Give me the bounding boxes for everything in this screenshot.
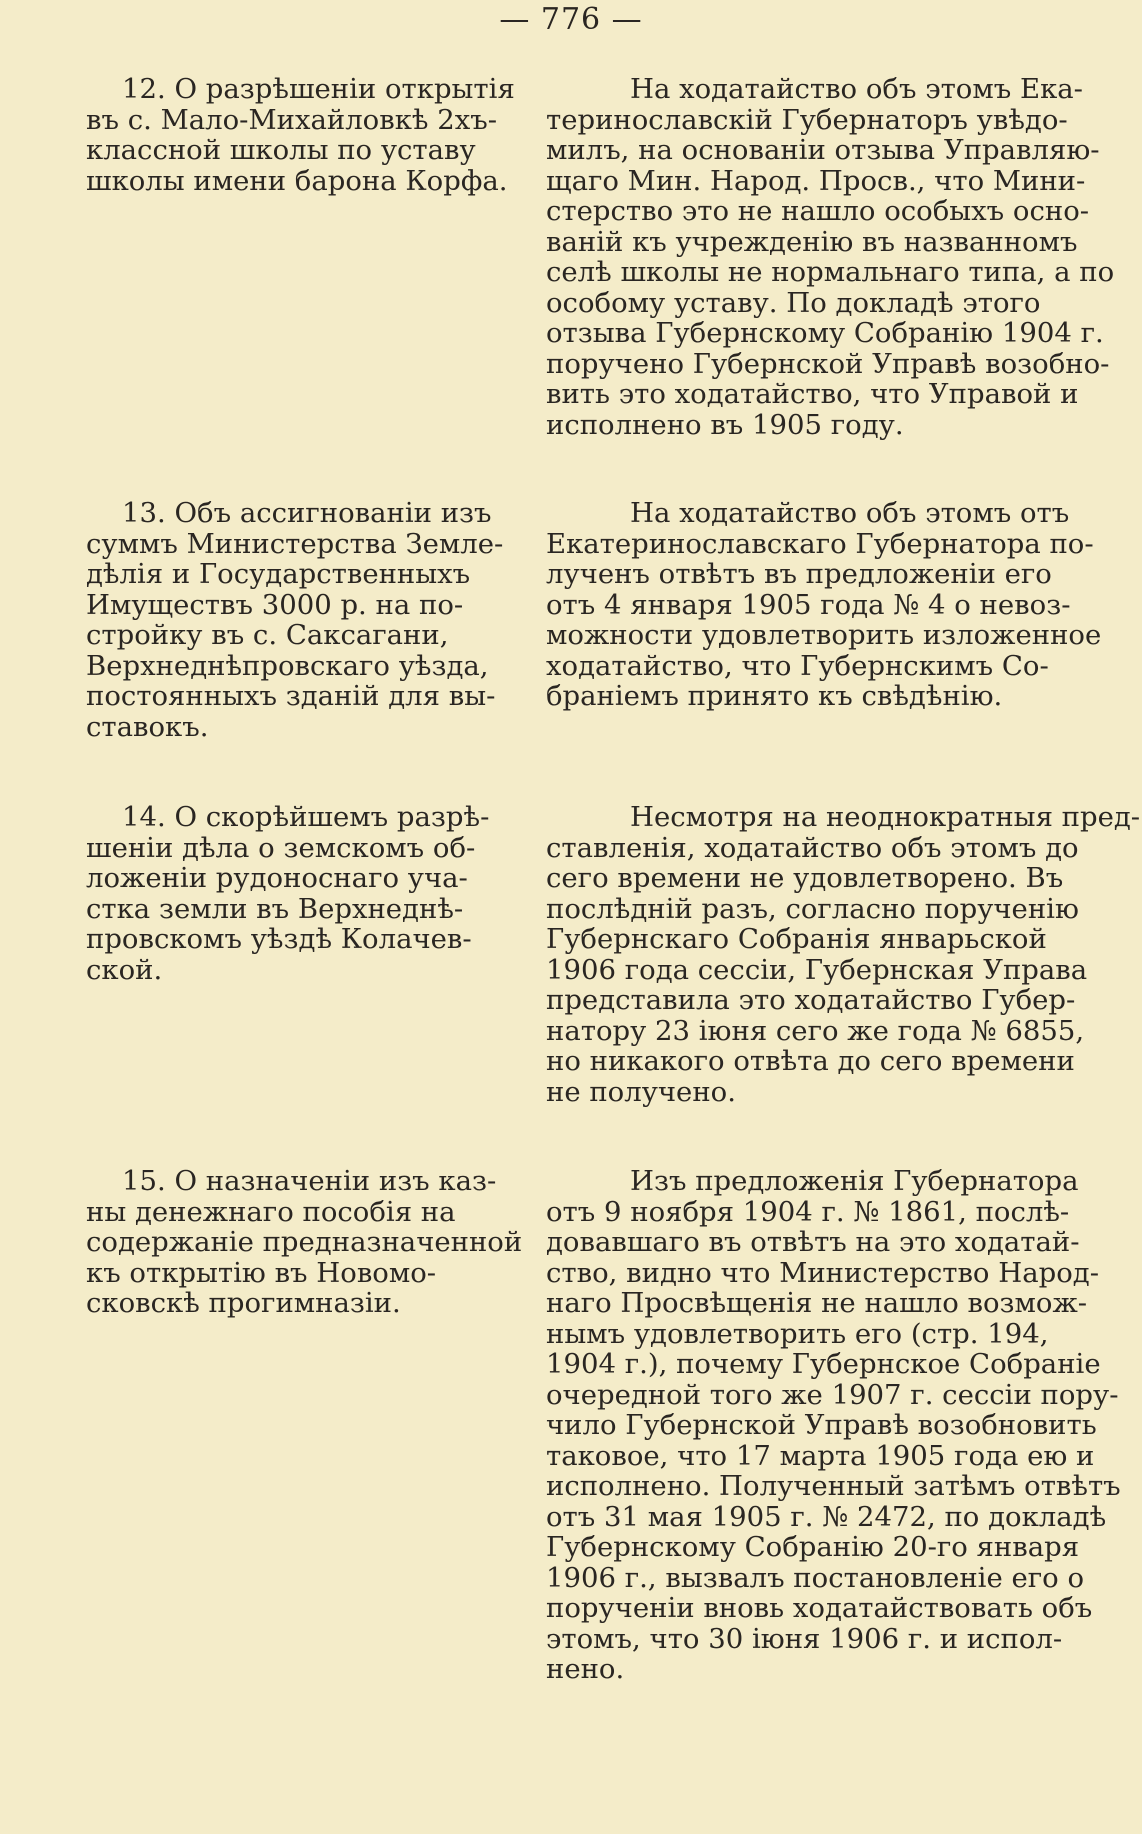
text-line: очередной того же 1907 г. сессiи пору- (546, 1378, 1119, 1411)
text-line: провскомъ уѣздѣ Колачев- (86, 923, 472, 955)
text-line: нымъ удовлетворить его (стр. 194, (546, 1317, 1049, 1350)
text-line: ложенiи рудоноснаго уча- (86, 862, 468, 894)
text-line: отъ 4 января 1905 года № 4 о невоз- (546, 588, 1071, 621)
text-line: поручено Губернской Управѣ возобно- (546, 347, 1110, 380)
text-line: представила это ходатайство Губер- (546, 984, 1076, 1016)
text-line: довавшаго въ отвѣтъ на это ходатай- (546, 1226, 1080, 1258)
text-line: 1904 г.), почему Губернское Собранiе (546, 1348, 1101, 1380)
text-line: шенiи дѣла о земскомъ об- (86, 831, 476, 864)
entry-14-answer (546, 801, 1141, 1108)
text-line: ской. (86, 953, 163, 986)
text-line: исполнено. Полученный затѣмъ отвѣтъ (546, 1470, 1121, 1502)
text-line: вить это ходатайство, что Управой и (546, 378, 1079, 410)
entry-13-question (86, 497, 504, 743)
text-line: отъ 31 мая 1905 г. № 2472, по докладѣ (546, 1500, 1107, 1533)
entry-12-question (86, 73, 515, 197)
text-line: суммъ Министерства Земле- (86, 527, 504, 560)
text-line: стройку въ с. Саксагани, (86, 619, 449, 651)
text-line: 14. О скорѣйшемъ разрѣ- (122, 801, 490, 833)
text-line: сего времени не удовлетворено. Въ (546, 862, 1064, 894)
text-line: стерство это не нашло особыхъ осно- (546, 195, 1090, 227)
text-line: содержанiе предназначенной (86, 1226, 523, 1258)
text-line: 1906 г., вызвалъ постановленiе его о (546, 1561, 1084, 1594)
text-line: 12. О разрѣшенiи открытiя (122, 73, 515, 105)
text-line: постоянныхъ зданiй для вы- (86, 680, 496, 712)
text-line: 13. Объ ассигнованiи изъ (122, 497, 492, 529)
text-line: сковскѣ прогимназiи. (86, 1287, 401, 1319)
text-line: школы имени барона Корфа. (86, 164, 508, 197)
text-line: селѣ школы не нормальнаго типа, а по (546, 256, 1115, 288)
text-line: натору 23 iюня сего же года № 6855, (546, 1014, 1085, 1047)
text-line: Екатеринославскаго Губернатора по- (546, 527, 1094, 560)
page-number: — 776 — (499, 2, 643, 37)
text-line: этомъ, что 30 iюня 1906 г. и испол- (546, 1622, 1063, 1655)
text-line: отзыва Губернскому Собранiю 1904 г. (546, 317, 1104, 349)
text-line: таковое, что 17 марта 1905 года ею и (546, 1439, 1095, 1472)
text-line: щаго Мин. Народ. Просв., что Мини- (546, 164, 1086, 197)
entry-14-question (86, 802, 496, 985)
text-line: Имуществъ 3000 р. на по- (86, 588, 464, 621)
text-line: Губернскому Собранiю 20-го января (546, 1531, 1080, 1563)
text-line: бранiемъ принято къ свѣдѣнiю. (546, 680, 1003, 712)
text-line: но никакого отвѣта до сего времени (546, 1045, 1075, 1077)
text-line: ставокъ. (86, 710, 209, 743)
text-line: Губернскаго Собранiя январьской (546, 923, 1047, 955)
text-line: Верхнеднѣпровскаго уѣзда, (86, 649, 489, 682)
text-line: въ с. Мало-Михайловкѣ 2хъ- (86, 103, 498, 136)
text-line: лученъ отвѣтъ въ предложенiи его (546, 558, 1052, 590)
text-line: Несмотря на неоднократныя пред- (630, 801, 1141, 833)
entry-15-question (86, 1165, 523, 1319)
text-line: милъ, на основанiи отзыва Управляю- (546, 134, 1100, 166)
text-line: ходатайство, что Губернскимъ Со- (546, 649, 1049, 682)
text-line: ны денежнаго пособiя на (86, 1195, 456, 1228)
text-line: ство, видно что Министерство Народ- (546, 1256, 1099, 1289)
text-line: ставленiя, ходатайство объ этомъ до (546, 831, 1079, 864)
text-line: къ открытiю въ Новомо- (86, 1256, 437, 1289)
text-line: На ходатайство объ этомъ Ека- (630, 73, 1083, 105)
text-line: стка земли въ Верхнеднѣ- (86, 892, 464, 925)
text-line: отъ 9 ноября 1904 г. № 1861, послѣ- (546, 1195, 1070, 1228)
text-line: классной школы по уставу (86, 134, 476, 166)
text-line: ванiй къ учрежденiю въ названномъ (546, 225, 1078, 258)
text-line: Изъ предложенiя Губернатора (630, 1165, 1079, 1197)
text-line: послѣднiй разъ, согласно порученiю (546, 892, 1079, 925)
text-line: наго Просвѣщенiя не нашло возмож- (546, 1287, 1088, 1319)
text-line: чило Губернской Управѣ возобновить (546, 1409, 1097, 1441)
text-line: можности удовлетворить изложенное (546, 619, 1102, 651)
text-line: теринославскiй Губернаторъ увѣдо- (546, 103, 1068, 136)
entry-12-answer (546, 73, 1115, 441)
entry-15-answer (546, 1165, 1121, 1685)
text-line: исполнено въ 1905 году. (546, 408, 904, 441)
text-line: 15. О назначенiи изъ каз- (122, 1165, 497, 1197)
text-line: не получено. (546, 1075, 736, 1108)
text-line: порученiи вновь ходатайствовать объ (546, 1592, 1093, 1624)
text-line: особому уставу. По докладѣ этого (546, 286, 1041, 319)
entry-13-answer (546, 498, 1108, 712)
text-line: 1906 года сессiи, Губернская Управа (546, 953, 1088, 986)
text-line: нено. (546, 1653, 625, 1685)
text-line: дѣлiя и Государственныхъ (86, 558, 471, 590)
text-line: На ходатайство объ этомъ отъ (630, 497, 1070, 529)
